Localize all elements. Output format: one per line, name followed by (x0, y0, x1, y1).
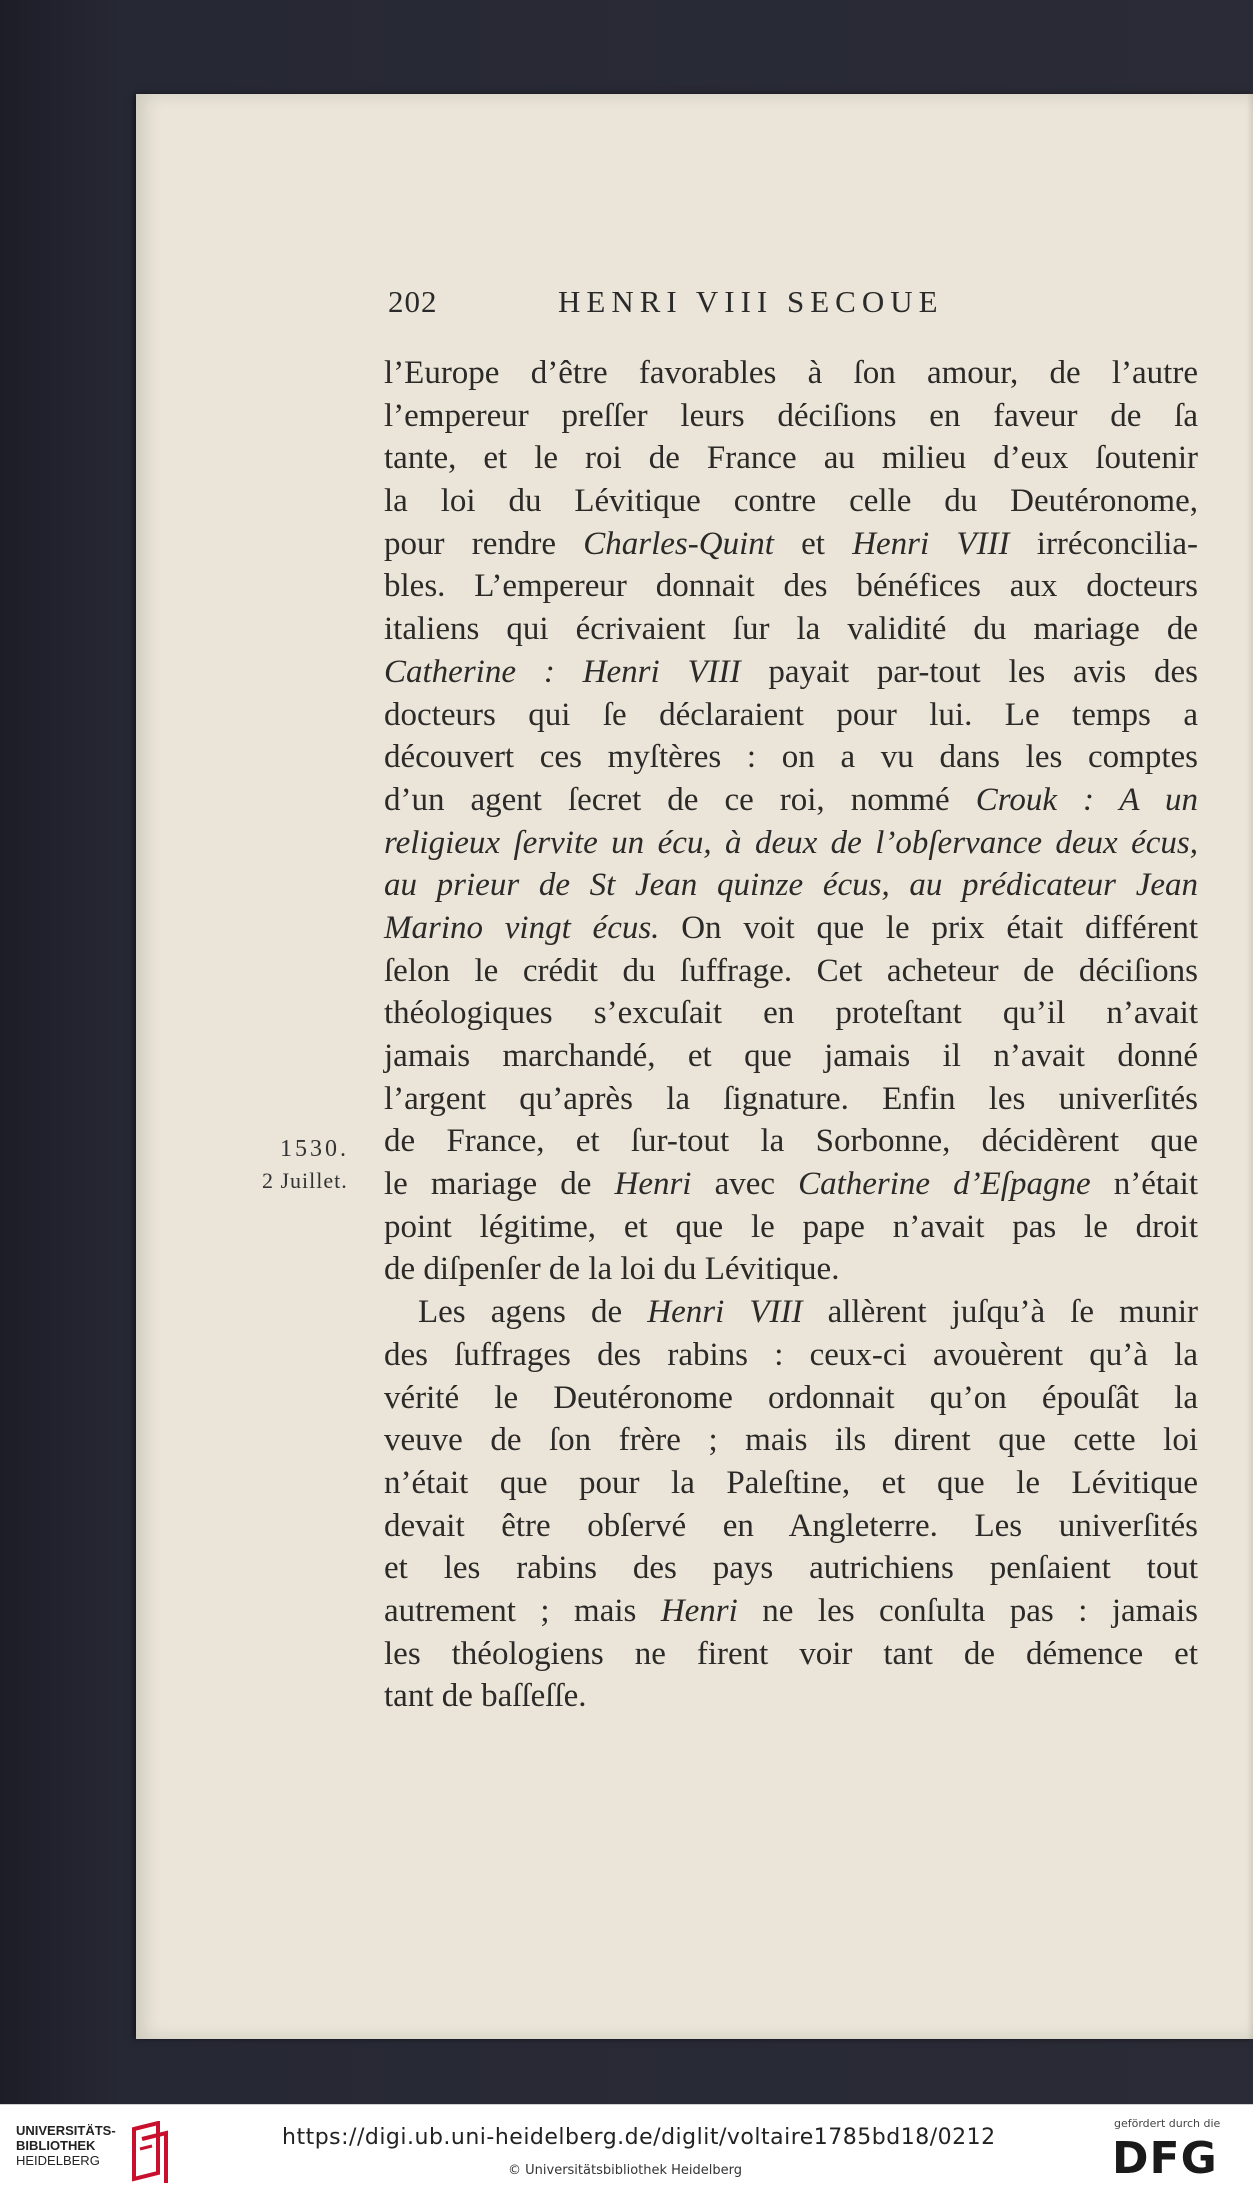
text-line (384, 907, 1198, 950)
text-line: et les rabins des pays autrichiens penſaient tout (384, 1550, 1198, 1587)
copyright-notice: © Universitätsbibliothek Heidelberg (508, 2163, 743, 2178)
running-title: HENRI VIII SECOUE (558, 284, 944, 319)
italic-quote: Marino vingt écus. (384, 909, 660, 946)
margin-note-year: 1530. (280, 1136, 349, 1162)
text-line: devait être obſervé en Angleterre. Les univerſités (384, 1507, 1198, 1544)
text-line: des ſuffrages des rabins : ceux-ci avouèrent qu’à la (384, 1336, 1198, 1373)
italic-quote: Crouk : A un (975, 781, 1198, 818)
text-line: jamais marchandé, et que jamais il n’avait donné (384, 1038, 1198, 1074)
italic-name: Charles-Quint (583, 525, 774, 562)
text-span: pour rendre (384, 525, 584, 562)
library-city: HEIDELBERG (16, 2153, 100, 2168)
italic-name: Henri (614, 1166, 692, 1203)
text-span: irréconcilia- (1009, 525, 1199, 562)
text-line: l’argent qu’après la ſignature. Enfin les univerſités (384, 1080, 1198, 1117)
text-line (384, 779, 1198, 822)
margin-note-date: 2 Juillet. (262, 1168, 348, 1193)
text-span: avec (691, 1166, 799, 1203)
library-name-line: BIBLIOTHEK (16, 2138, 96, 2153)
italic-name: Catherine : Henri VIII (384, 653, 741, 690)
italic-quote: religieux ſervite un écu, à deux de l’obſervance deux écus, (384, 824, 1198, 861)
italic-name: Henri VIII (647, 1294, 803, 1331)
text-line: point légitime, et que le pape n’avait pas le droit (384, 1208, 1198, 1245)
text-line: n’était que pour la Paleſtine, et que le Lévitique (384, 1464, 1198, 1501)
text-line (384, 1163, 1198, 1206)
text-span: On voit que le prix était différent (659, 909, 1198, 946)
text-line: tante, et le roi de France au milieu d’eux ſoutenir (384, 440, 1198, 477)
text-line: ſelon le crédit du ſuffrage. Cet acheteur de déciſions (384, 952, 1198, 989)
text-line: la loi du Lévitique contre celle du Deutéronome, (384, 483, 1198, 520)
text-line (384, 1291, 1198, 1334)
text-line (384, 1590, 1198, 1633)
page-number: 202 (388, 284, 438, 319)
permalink-url[interactable]: https://digi.ub.uni-heidelberg.de/diglit/voltaire1785bd18/0212 (282, 2125, 996, 2150)
text-line: de diſpenſer de la loi du Lévitique. (384, 1251, 840, 1288)
funding-note: gefördert durch die (1114, 2117, 1221, 2130)
library-name-line: UNIVERSITÄTS- (16, 2123, 116, 2138)
text-span: n’était (1090, 1166, 1198, 1203)
library-name[interactable] (16, 2123, 124, 2168)
text-span: et (773, 525, 853, 562)
text-line: les théologiens ne firent voir tant de démence et (384, 1635, 1198, 1672)
viewer-footer (0, 2104, 1253, 2195)
text-line (384, 864, 1198, 907)
text-line: veuve de ſon frère ; mais ils dirent que cette loi (384, 1422, 1198, 1459)
text-span: payait par-tout les avis des (740, 653, 1198, 690)
text-span: Les agens de (418, 1294, 648, 1331)
text-line (384, 523, 1198, 566)
text-line: tant de baſſeſſe. (384, 1678, 587, 1715)
text-line: vérité le Deutéronome ordonnait qu’on épouſât la (384, 1379, 1198, 1416)
italic-name: Henri VIII (852, 525, 1010, 562)
running-header (388, 280, 1064, 332)
text-line: italiens qui écrivaient ſur la validité du mariage de (384, 611, 1198, 648)
dfg-logo[interactable]: DFG (1112, 2133, 1218, 2184)
text-line: l’empereur preſſer leurs déciſions en faveur de ſa (384, 397, 1198, 434)
library-logo-icon (128, 2121, 174, 2185)
text-line: l’Europe d’être favorables à ſon amour, de l’autre (384, 355, 1198, 391)
text-line: théologiques s’excuſait en proteſtant qu’il n’avait (384, 995, 1198, 1032)
text-line: docteurs qui ſe déclaraient pour lui. Le temps a (384, 696, 1198, 733)
text-line (384, 651, 1198, 694)
text-line: bles. L’empereur donnait des bénéfices aux docteurs (384, 568, 1198, 605)
italic-name: Henri (660, 1592, 738, 1629)
text-span: d’un agent ſecret de ce roi, nommé (384, 781, 976, 818)
italic-name: Catherine d’Eſpagne (798, 1166, 1091, 1203)
text-line: de France, et ſur-tout la Sorbonne, décidèrent que (384, 1123, 1198, 1160)
text-span: autrement ; mais (384, 1592, 661, 1629)
text-line: découvert ces myſtères : on a vu dans les comptes (384, 739, 1198, 776)
text-span: ne les conſulta pas : jamais (737, 1592, 1199, 1629)
italic-quote: au prieur de St Jean quinze écus, au prédicateur Jean (384, 867, 1198, 904)
text-span: le mariage de (384, 1166, 615, 1203)
text-span: allèrent juſqu’à ſe munir (802, 1294, 1198, 1331)
body-text (384, 352, 1198, 1718)
text-line (384, 822, 1198, 865)
